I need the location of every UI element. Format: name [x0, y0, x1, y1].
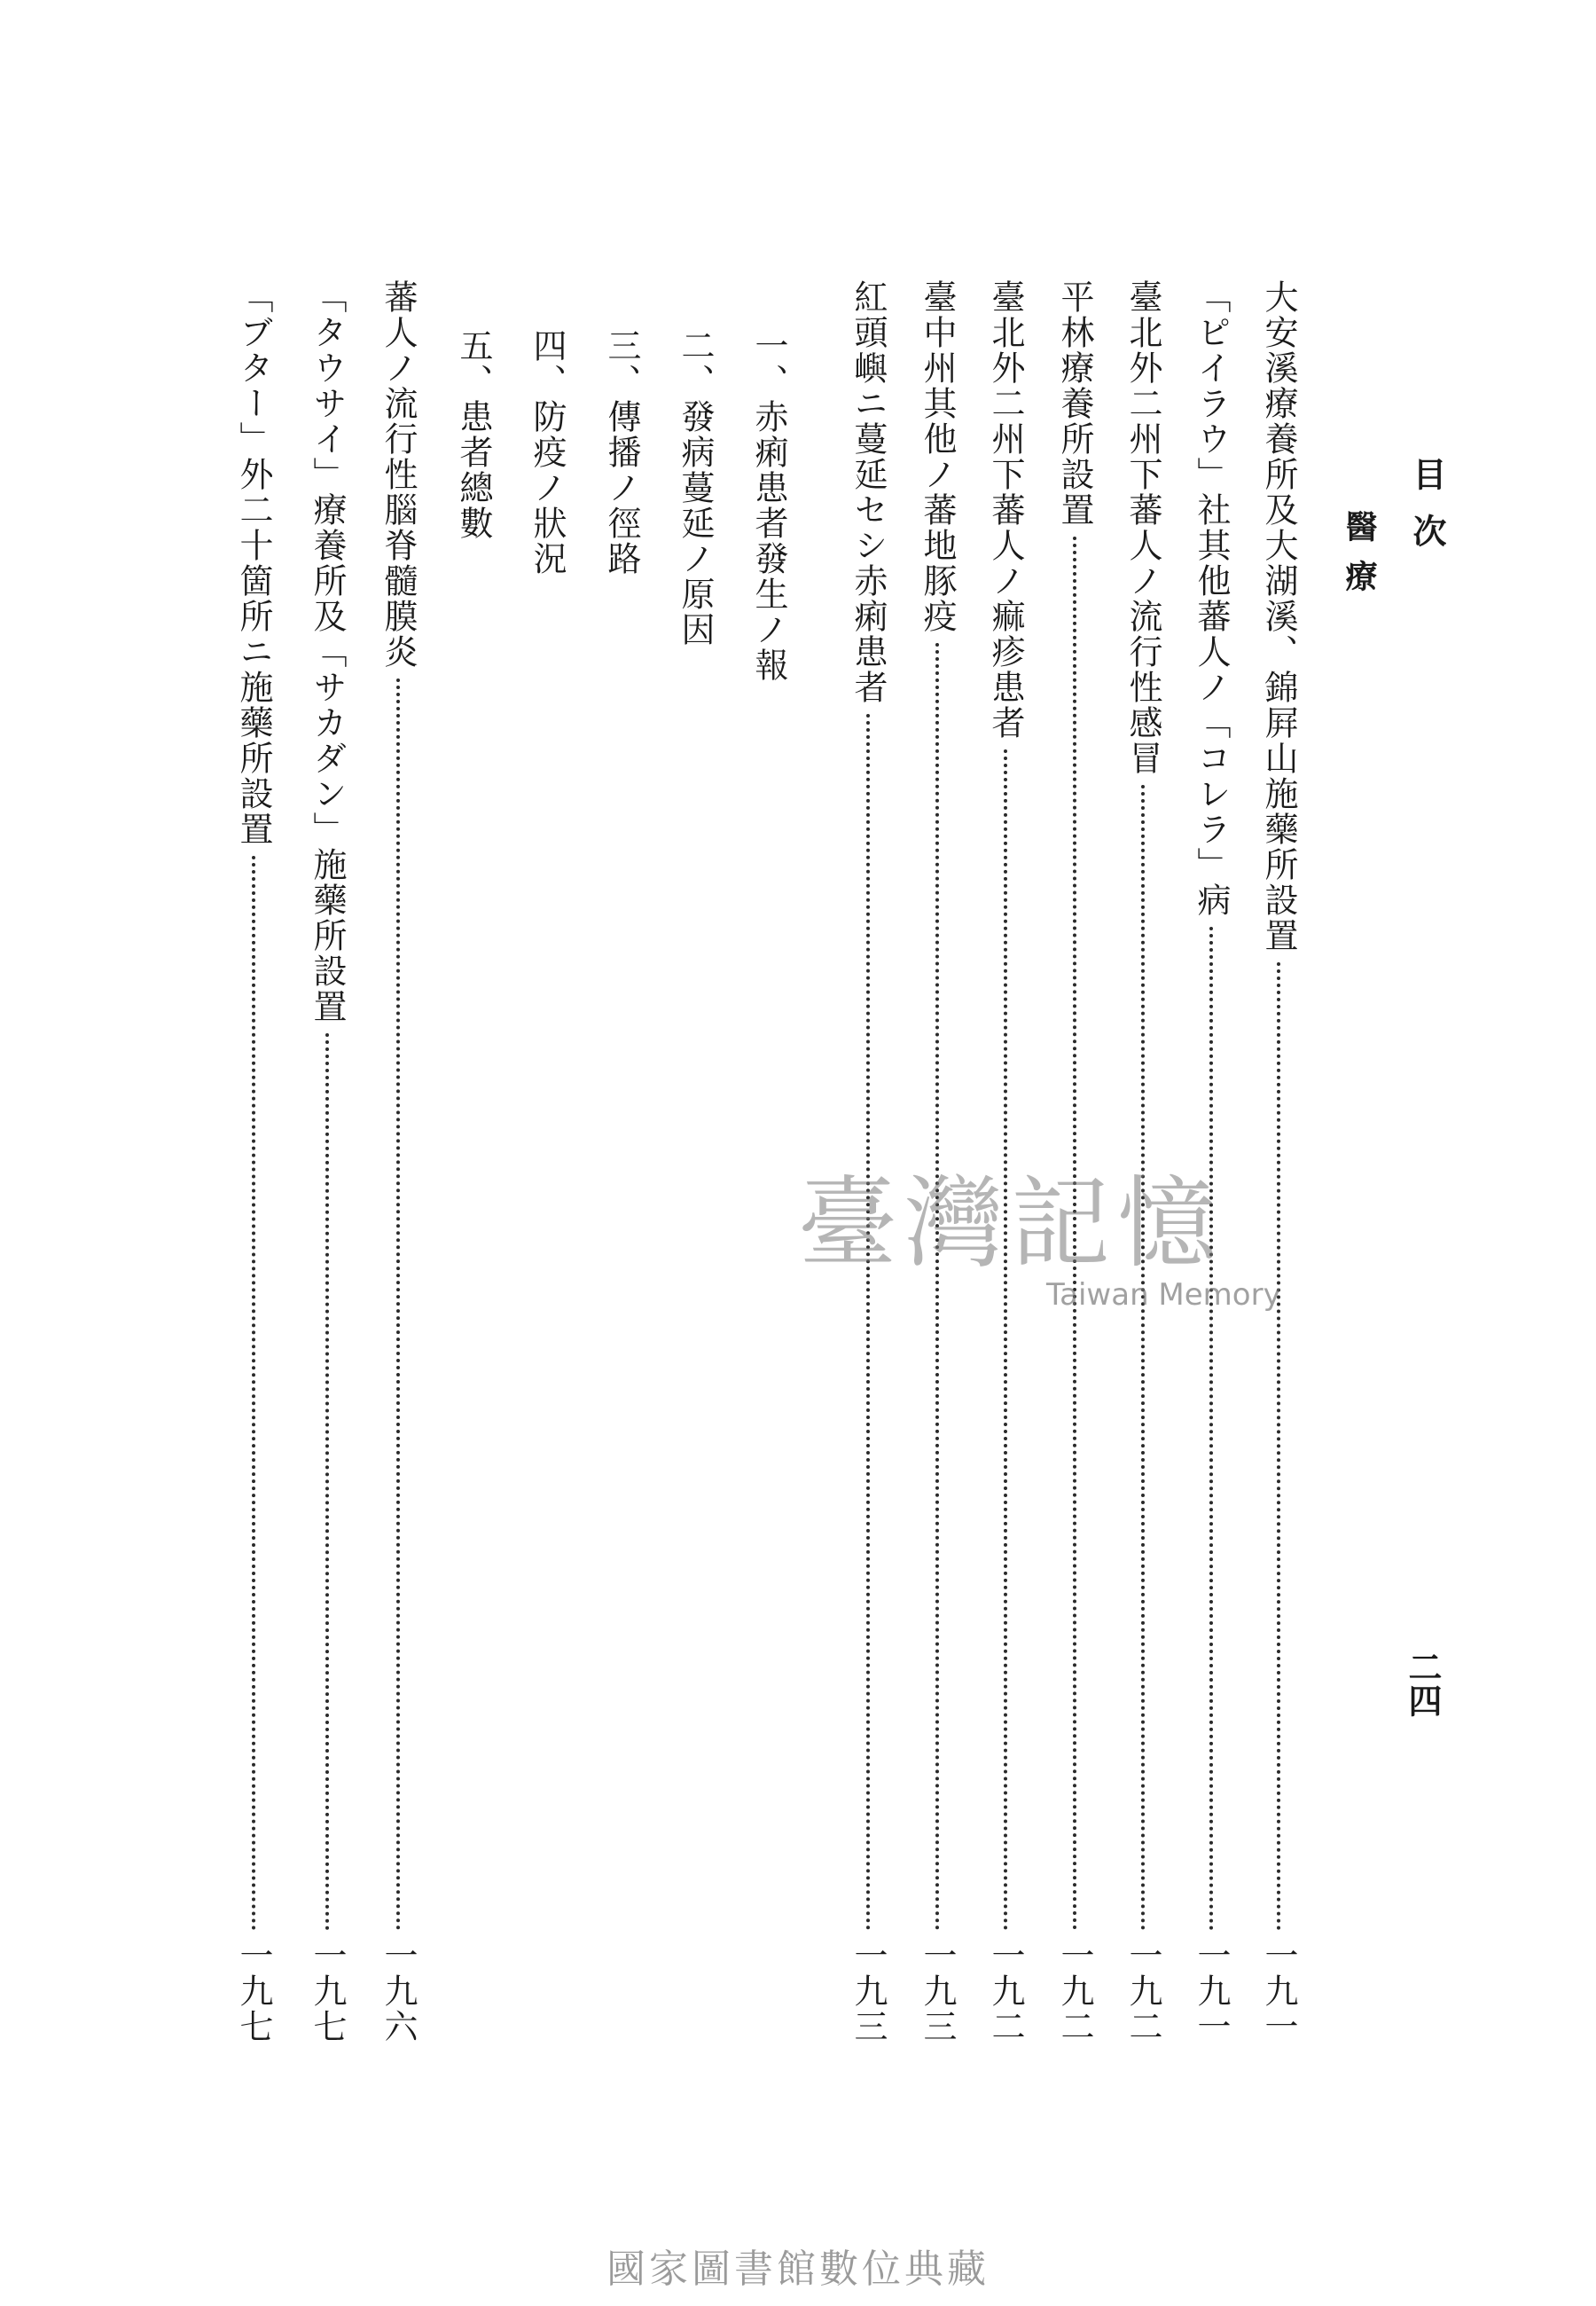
footer-credit: 國家圖書館數位典藏	[606, 2247, 990, 2292]
entry-page: 一九三	[849, 1938, 888, 2044]
entry-page: 一九三	[918, 1938, 957, 2044]
entry-page: 一九二	[1055, 1938, 1094, 2044]
toc-entry[interactable]	[1257, 279, 1300, 2044]
dot-leader	[1209, 927, 1213, 1931]
entry-title: 紅頭嶼ニ蔓延セシ赤痢患者	[849, 279, 888, 705]
toc-subentry[interactable]: 二、發病蔓延ノ原因	[676, 328, 715, 647]
entry-title: 臺中州其他ノ蕃地豚疫	[918, 279, 957, 634]
dot-leader	[1277, 962, 1280, 1931]
dot-leader	[396, 678, 400, 1931]
entry-title: 蕃人ノ流行性腦脊髓膜炎	[379, 279, 418, 670]
entry-page: 一九一	[1259, 1938, 1298, 2044]
toc-subentry[interactable]: 四、防疫ノ狀況	[528, 328, 567, 576]
toc-subentry[interactable]: 五、患者總數	[454, 328, 493, 541]
dot-leader	[1004, 749, 1007, 1931]
entry-title: 「ピイラウ」社其他蕃人ノ「コレラ」病	[1192, 279, 1231, 918]
entry-title: 大安溪療養所及大湖溪、錦屛山施藥所設置	[1259, 279, 1298, 953]
toc-title: 目次	[1407, 457, 1447, 570]
toc-subentry[interactable]: 三、傳播ノ徑路	[602, 328, 641, 576]
entry-page: 一九七	[234, 1938, 273, 2044]
entry-page: 一九六	[379, 1938, 418, 2044]
entry-page: 一九一	[1192, 1938, 1231, 2044]
dot-leader	[325, 1033, 329, 1931]
entry-page: 一九七	[308, 1938, 347, 2044]
dot-leader	[252, 856, 255, 1931]
entry-title: 臺北外二州下蕃人ノ痲疹患者	[986, 279, 1025, 741]
toc-entry[interactable]	[232, 279, 275, 2044]
dot-leader	[935, 643, 939, 1931]
dot-leader	[1141, 785, 1145, 1931]
toc-entry[interactable]	[377, 279, 419, 2044]
section-heading: 醫療	[1341, 510, 1378, 609]
watermark-logo: 臺灣記憶	[798, 1166, 1224, 1282]
dot-leader	[866, 714, 870, 1931]
entry-page: 一九二	[1123, 1938, 1162, 2044]
entry-title: 「タウサイ」療養所及「サカダン」施藥所設置	[308, 279, 347, 1024]
entry-title: 平林療養所設置	[1055, 279, 1094, 528]
page-number: 二四	[1403, 1650, 1443, 1717]
watermark-subtitle: Taiwan Memory	[1046, 1277, 1281, 1313]
entry-title: 「ブター」外二十箇所ニ施藥所設置	[234, 279, 273, 847]
toc-subentry[interactable]: 一、赤痢患者發生ノ報	[749, 328, 788, 683]
entry-title: 臺北外二州下蕃人ノ流行性感冒	[1123, 279, 1162, 776]
toc-entry[interactable]	[306, 279, 348, 2044]
entry-page: 一九二	[986, 1938, 1025, 2044]
